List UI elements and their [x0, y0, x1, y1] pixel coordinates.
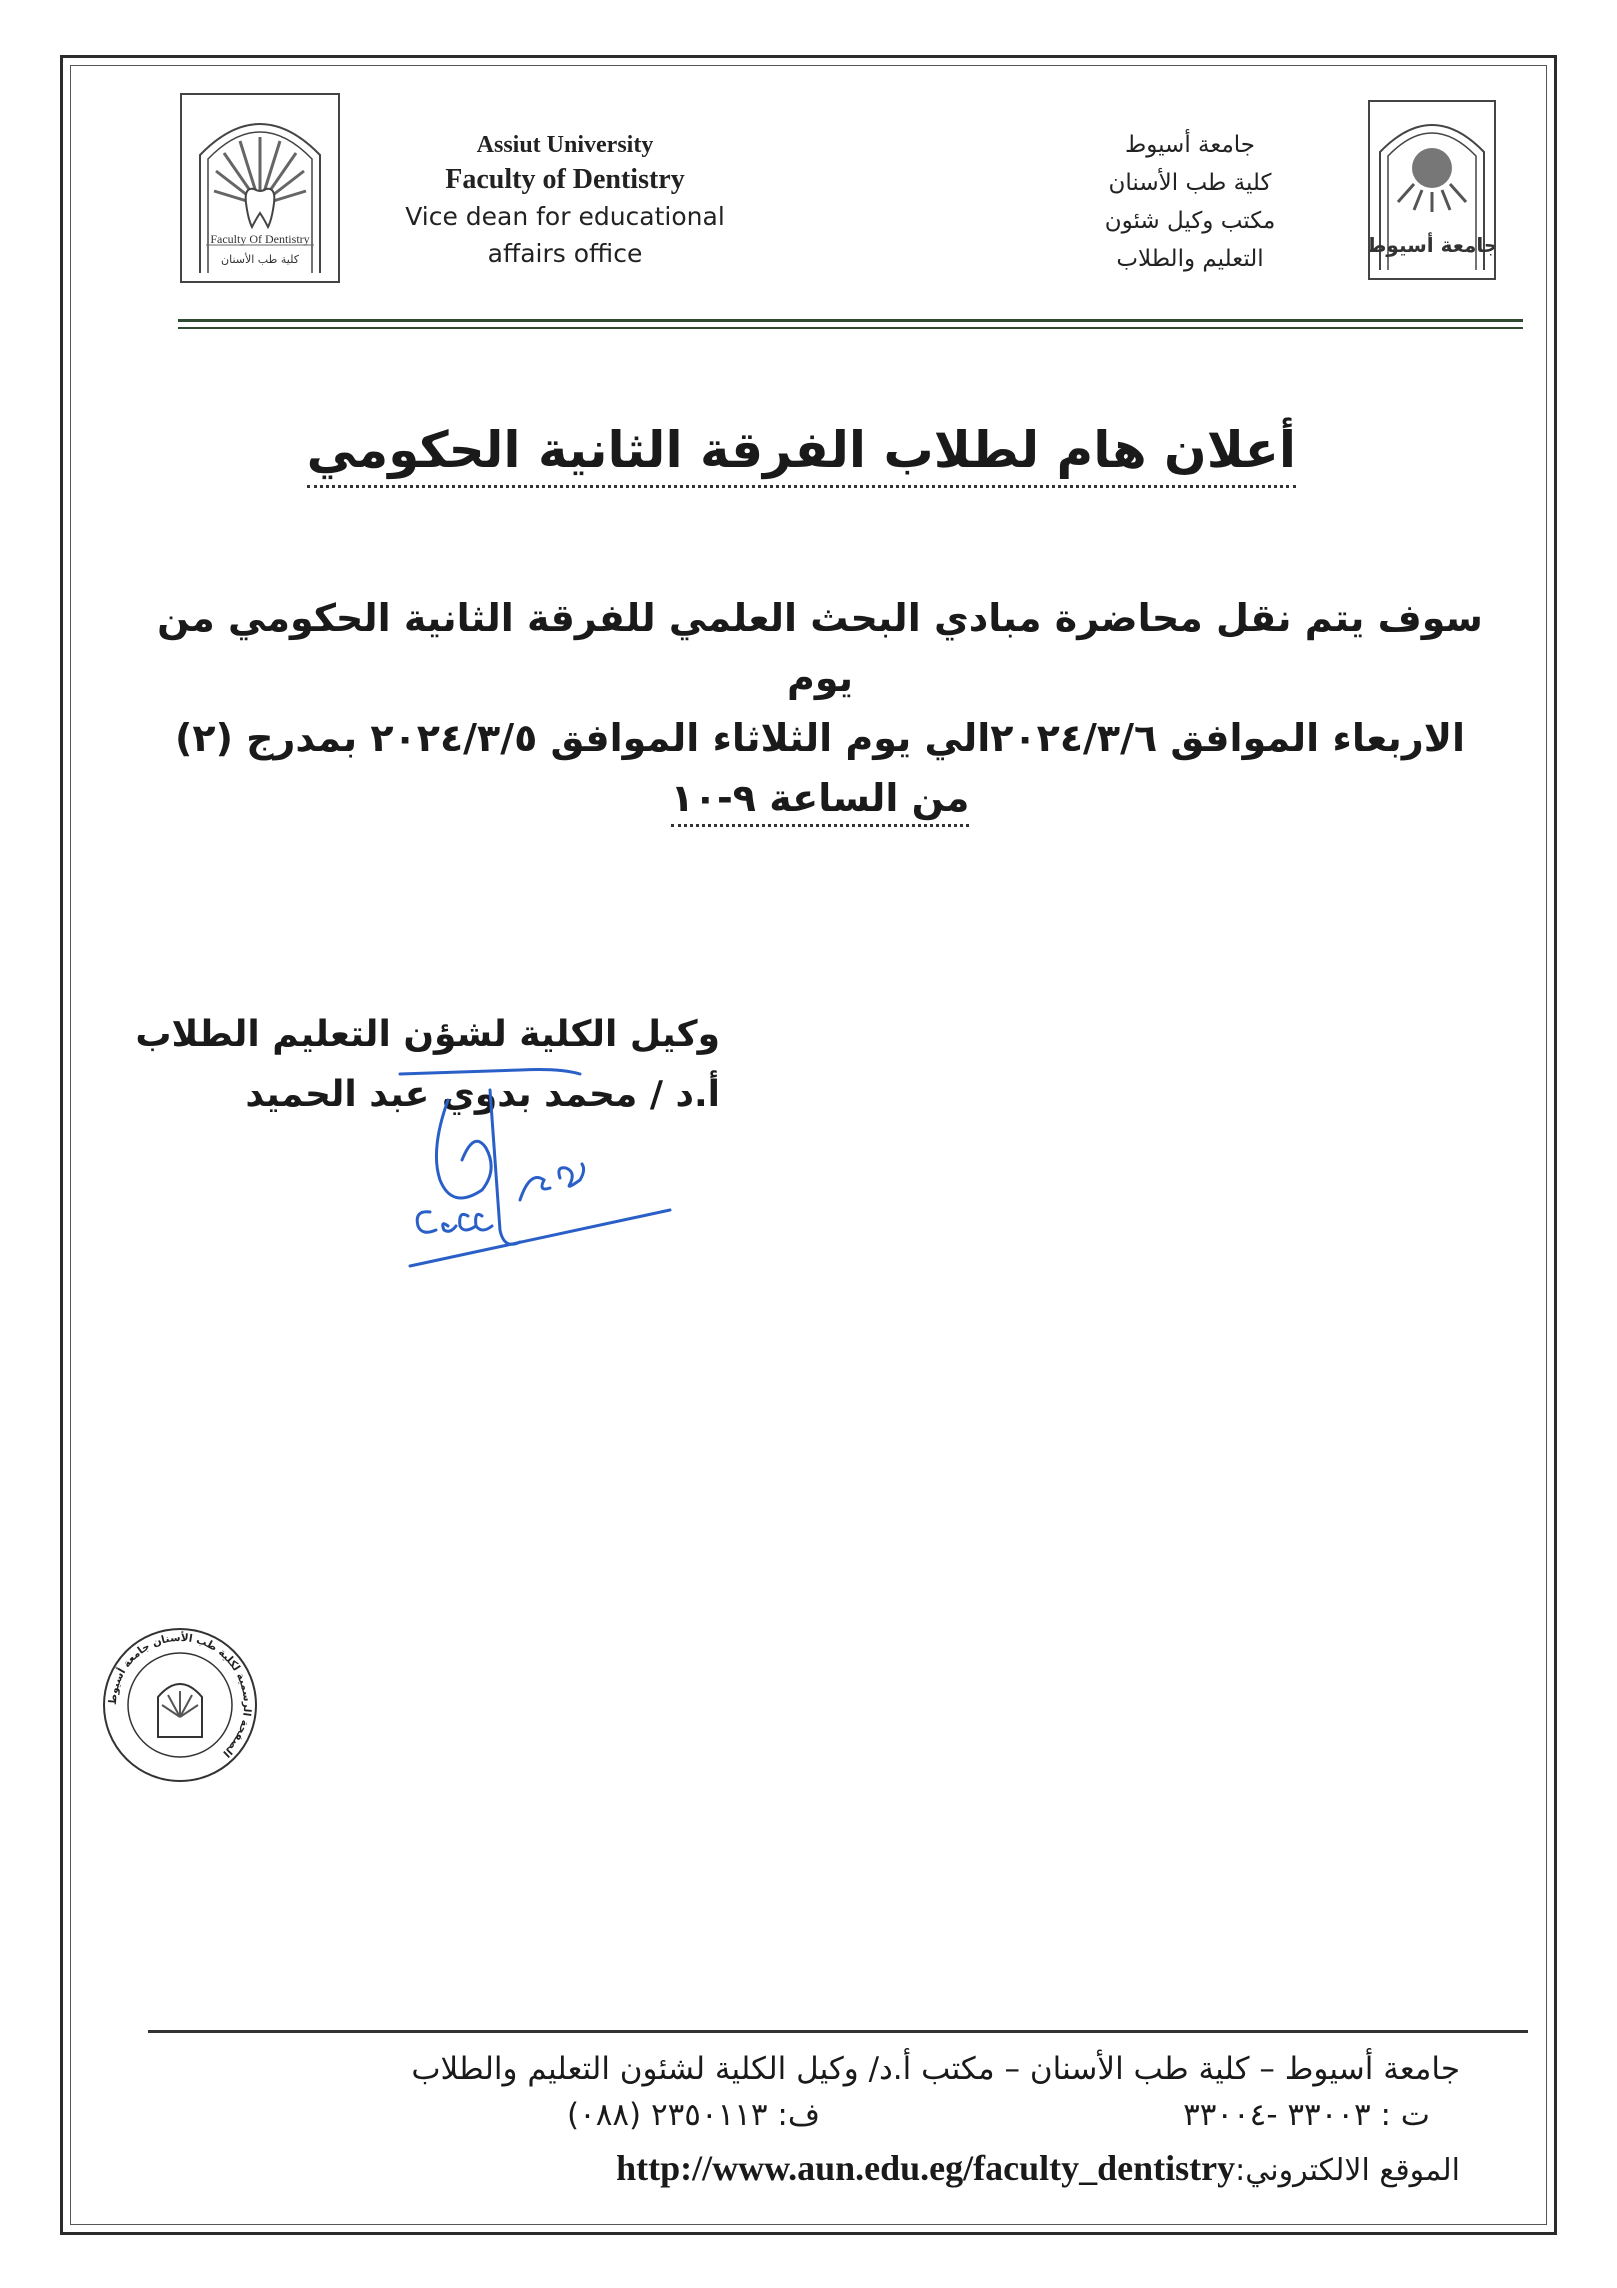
page-border-inner: [70, 65, 1547, 2225]
footer-fax: ف: ٢٣٥٠١١٣ (٠٨٨): [566, 2097, 820, 2133]
footer-address: جامعة أسيوط – كلية طب الأسنان – مكتب أ.د/ وكيل الكلية لشئون التعليم والطلاب: [411, 2051, 1460, 2087]
faculty-logo: [180, 93, 340, 283]
university-logo: [1368, 100, 1496, 280]
body-line-2: الاربعاء الموافق ٢٠٢٤/٣/٦الي يوم الثلاثاء الموافق ٢٠٢٤/٣/٥ بمدرج (٢): [174, 716, 1466, 760]
header-english: [375, 128, 755, 272]
header-divider: [178, 319, 1523, 322]
body-line-3: من الساعة ٩-١٠: [671, 776, 970, 827]
faculty-name-ar: كلية طب الأسنان: [1108, 170, 1272, 196]
footer-website-label: الموقع الالكتروني:: [1235, 2153, 1460, 2188]
office-name-ar-2: التعليم والطلاب: [1116, 246, 1264, 272]
university-name-ar: جامعة أسيوط: [1124, 132, 1256, 158]
header-divider-secondary: [178, 327, 1523, 329]
footer: [170, 2046, 1460, 2201]
footer-website-url[interactable]: http://www.aun.edu.eg/faculty_dentistry: [616, 2148, 1236, 2188]
signatory-name: أ.د / محمد بدوي عبد الحميد: [245, 1074, 720, 1115]
office-name-en-1: Vice dean for educational: [405, 202, 725, 231]
footer-phone: ت : ٣٣٠٠٣ -٣٣٠٠٤: [1183, 2097, 1430, 2133]
seal-text: الصفحة الرسمية لكلية طب الأسنان جامعة أسيوط: [106, 1631, 254, 1760]
office-name-en-2: affairs office: [487, 239, 643, 268]
handwritten-signature: [370, 1030, 690, 1290]
footer-divider: [148, 2030, 1528, 2033]
header-arabic: [1050, 126, 1330, 278]
body-line-1: سوف يتم نقل محاضرة مبادي البحث العلمي للفرقة الثانية الحكومي من يوم: [157, 596, 1483, 700]
announcement-title-text: أعلان هام لطلاب الفرقة الثانية الحكومي: [307, 421, 1296, 488]
official-seal: [100, 1625, 260, 1785]
signatory-role: وكيل الكلية لشؤن التعليم الطلاب: [135, 1014, 720, 1055]
announcement-title: [300, 418, 1296, 482]
footer-contact: [170, 2092, 1460, 2138]
faculty-logo-graphic: [182, 95, 338, 281]
page-border: [60, 55, 1557, 2235]
faculty-logo-text: Faculty Of Dentistry: [210, 232, 310, 246]
university-name-en: Assiut University: [476, 132, 654, 158]
footer-website: [170, 2138, 1460, 2201]
faculty-name-en: Faculty of Dentistry: [445, 164, 685, 195]
university-logo-text: جامعة أسيوط: [1370, 233, 1494, 257]
announcement-body: [120, 588, 1520, 828]
faculty-logo-text-ar: كلية طب الأسنان: [221, 253, 299, 266]
office-name-ar-1: مكتب وكيل شئون: [1104, 208, 1276, 234]
university-logo-graphic: [1370, 102, 1494, 278]
body-line-3-wrap: [120, 768, 1520, 828]
